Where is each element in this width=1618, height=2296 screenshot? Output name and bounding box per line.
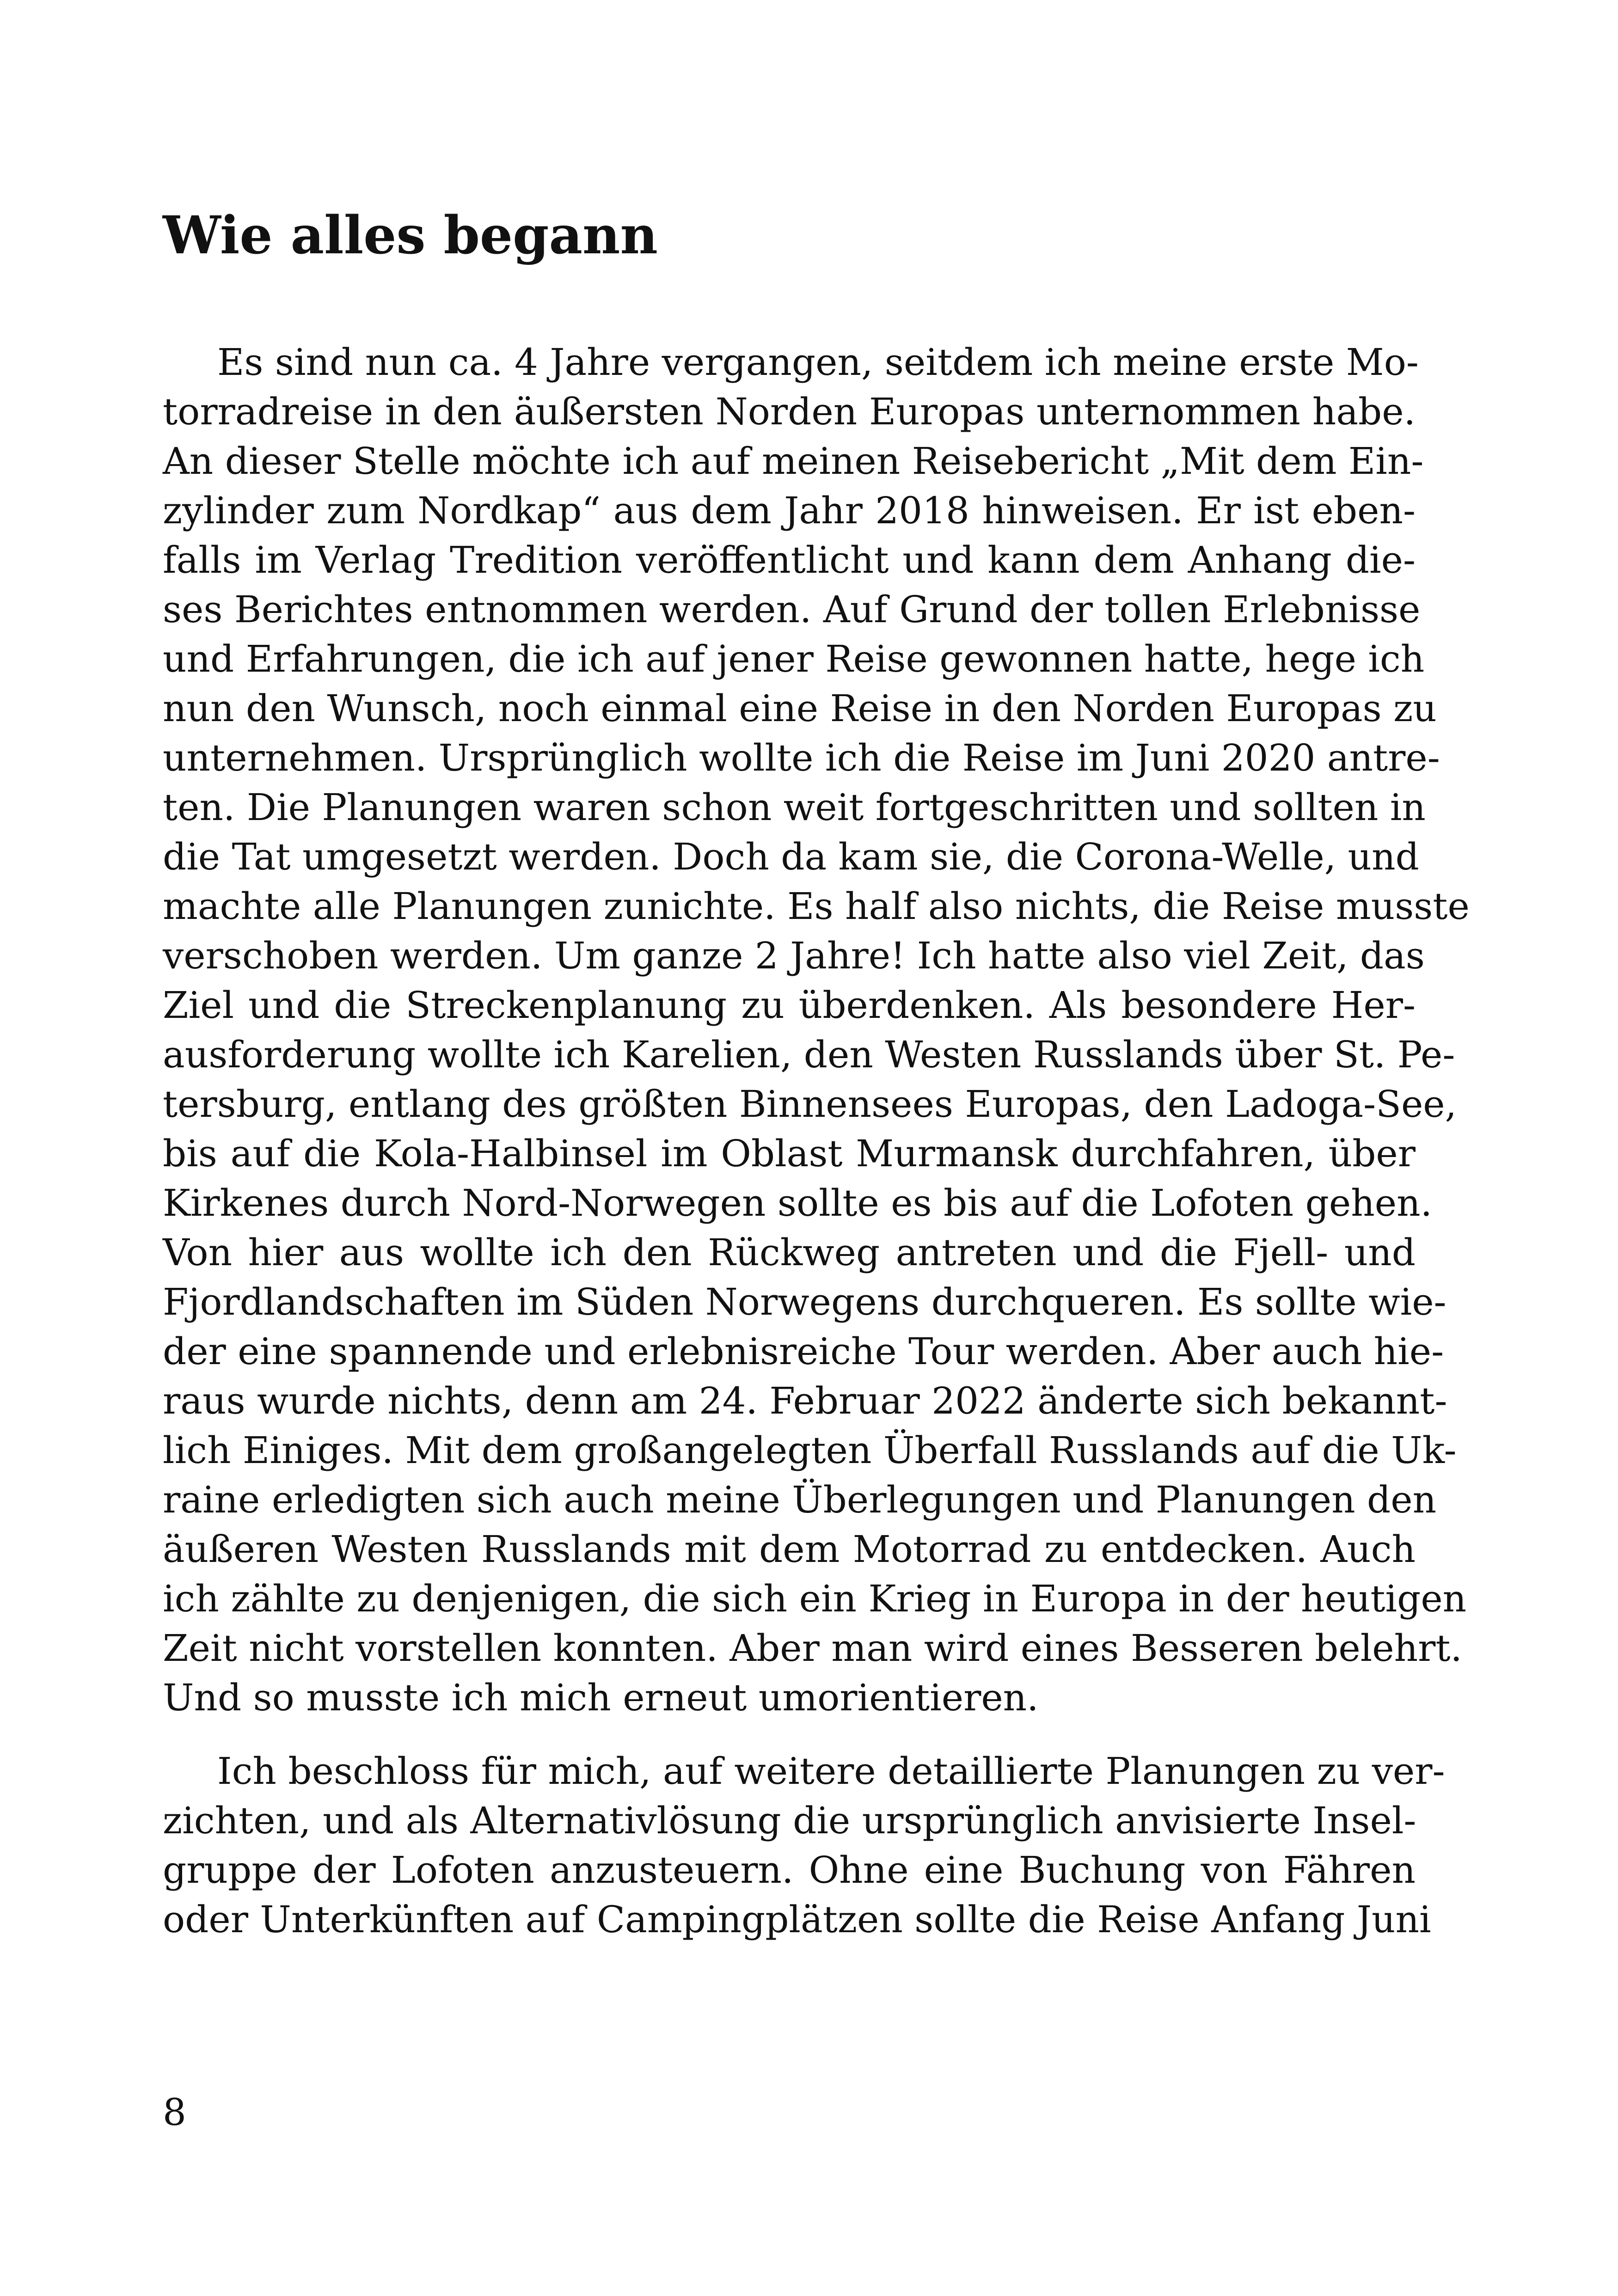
- page-number: 8: [163, 2091, 186, 2134]
- text-line: Es sind nun ca. 4 Jahre vergangen, seitdem ich meine erste Mo-: [217, 341, 1419, 384]
- text-line: äußeren Westen Russlands mit dem Motorrad zu entdecken. Auch: [163, 1528, 1416, 1571]
- text-line: raine erledigten sich auch meine Überlegungen und Planungen den: [163, 1478, 1437, 1521]
- paragraph: [163, 1746, 1445, 1944]
- body-text: [163, 337, 1470, 1944]
- text-line: raus wurde nichts, denn am 24. Februar 2022 änderte sich bekannt-: [163, 1379, 1447, 1422]
- text-line: zylinder zum Nordkap“ aus dem Jahr 2018 hinweisen. Er ist eben-: [163, 489, 1416, 532]
- text-line: Und so musste ich mich erneut umorientieren.: [163, 1676, 1039, 1719]
- text-line: falls im Verlag Tredition veröffentlicht und kann dem Anhang die-: [163, 539, 1416, 582]
- text-line: ich zählte zu denjenigen, die sich ein Krieg in Europa in der heutigen: [163, 1577, 1467, 1620]
- text-line: oder Unterkünften auf Campingplätzen sollte die Reise Anfang Juni: [163, 1898, 1431, 1941]
- text-line: nun den Wunsch, noch einmal eine Reise in den Norden Europas zu: [163, 687, 1437, 730]
- text-line: die Tat umgesetzt werden. Doch da kam sie, die Corona-Welle, und: [163, 835, 1419, 878]
- text-line: Ich beschloss für mich, auf weitere detaillierte Planungen zu ver-: [217, 1750, 1445, 1793]
- chapter-title: Wie alles begann: [163, 205, 658, 266]
- text-line: Ziel und die Streckenplanung zu überdenken. Als besondere Her-: [163, 984, 1416, 1027]
- text-line: Zeit nicht vorstellen konnten. Aber man wird eines Besseren belehrt.: [163, 1627, 1462, 1670]
- paragraph-gap: [163, 1722, 1416, 1746]
- text-line: Kirkenes durch Nord-Norwegen sollte es bis auf die Lofoten gehen.: [163, 1182, 1433, 1225]
- paragraph: [163, 337, 1470, 1722]
- text-line: Fjordlandschaften im Süden Norwegens durchqueren. Es sollte wie-: [163, 1280, 1446, 1323]
- text-line: An dieser Stelle möchte ich auf meinen Reisebericht „Mit dem Ein-: [163, 440, 1424, 483]
- text-line: ses Berichtes entnommen werden. Auf Grund der tollen Erlebnisse: [163, 588, 1421, 631]
- text-line: der eine spannende und erlebnisreiche Tour werden. Aber auch hie-: [163, 1330, 1444, 1373]
- text-line: unternehmen. Ursprünglich wollte ich die Reise im Juni 2020 antre-: [163, 736, 1440, 779]
- text-line: Von hier aus wollte ich den Rückweg antreten und die Fjell- und: [163, 1231, 1416, 1274]
- text-line: lich Einiges. Mit dem großangelegten Überfall Russlands auf die Uk-: [163, 1429, 1457, 1472]
- text-line: ausforderung wollte ich Karelien, den Westen Russlands über St. Pe-: [163, 1033, 1455, 1076]
- text-line: verschoben werden. Um ganze 2 Jahre! Ich hatte also viel Zeit, das: [163, 934, 1425, 977]
- text-line: torradreise in den äußersten Norden Europas unternommen habe.: [163, 390, 1416, 433]
- text-line: zichten, und als Alternativlösung die ursprünglich anvisierte Insel-: [163, 1799, 1416, 1842]
- text-line: und Erfahrungen, die ich auf jener Reise gewonnen hatte, hege ich: [163, 637, 1425, 680]
- text-line: ten. Die Planungen waren schon weit fortgeschritten und sollten in: [163, 786, 1426, 829]
- text-line: gruppe der Lofoten anzusteuern. Ohne eine Buchung von Fähren: [163, 1849, 1416, 1892]
- text-line: tersburg, entlang des größten Binnensees Europas, den Ladoga-See,: [163, 1083, 1457, 1126]
- text-line: bis auf die Kola-Halbinsel im Oblast Murmansk durchfahren, über: [163, 1132, 1416, 1175]
- text-line: machte alle Planungen zunichte. Es half also nichts, die Reise musste: [163, 885, 1470, 928]
